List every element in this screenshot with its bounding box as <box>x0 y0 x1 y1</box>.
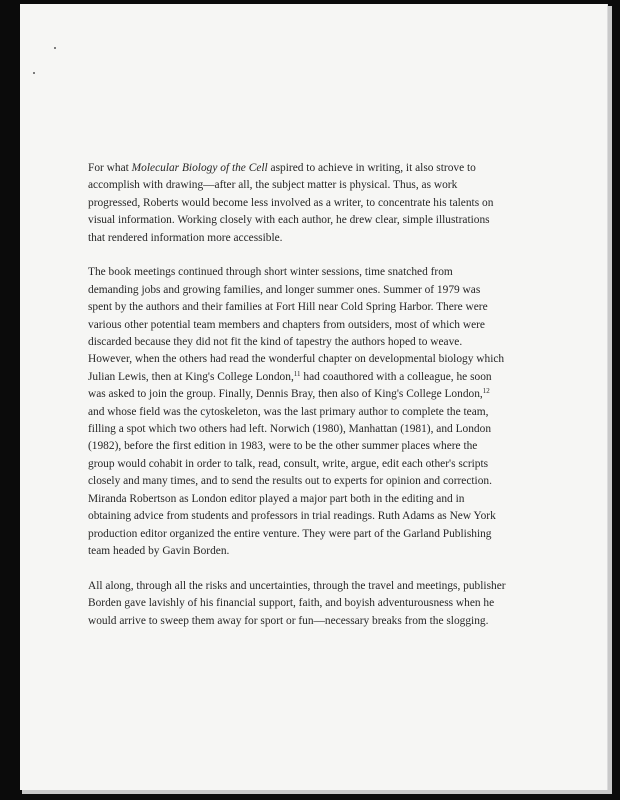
paragraph <box>88 578 523 630</box>
text-line <box>88 179 457 191</box>
text-line <box>88 545 229 557</box>
footnote-ref: 11 <box>293 369 301 378</box>
text-run: (1982), before the first edition in 1983, were to be the other summer places where the <box>88 440 478 453</box>
text-run: filling a spot which two others had left. Norwich (1980), Manhattan (1981), and London <box>88 423 492 436</box>
text-line <box>88 336 462 348</box>
text-run: For what <box>88 162 132 174</box>
text-run: team headed by Gavin Borden. <box>88 544 230 557</box>
text-run: visual information. Working closely with each author, he drew clear, simple illustrations <box>88 214 490 227</box>
text-line <box>88 162 476 174</box>
paragraph <box>88 160 523 247</box>
dust-speck <box>54 47 56 49</box>
text-line <box>88 319 485 331</box>
text-line <box>88 510 496 522</box>
text-run: The book meetings continued through short winter sessions, time snatched from <box>88 266 453 279</box>
text-line <box>88 406 488 418</box>
text-line <box>88 371 492 383</box>
footnote-ref: 12 <box>482 387 490 396</box>
text-run: accomplish with drawing—after all, the subject matter is physical. Thus, as work <box>88 179 458 192</box>
text-line <box>88 440 477 452</box>
text-run: group would cohabit in order to talk, read, consult, write, argue, edit each other's scripts <box>88 457 489 470</box>
text-run: obtaining advice from students and professors in trial readings. Ruth Adams as New York <box>88 510 496 523</box>
text-run: However, when the others had read the wonderful chapter on developmental biology which <box>88 353 505 366</box>
text-run: aspired to achieve in writing, it also strove to <box>267 162 476 174</box>
text-run: had coauthored with a colleague, he soon <box>300 370 492 383</box>
text-run: was asked to join the group. Finally, Dennis Bray, then also of King's College London, <box>88 388 483 401</box>
text-run: spent by the authors and their families at Fort Hill near Cold Spring Harbor. There were <box>88 301 488 314</box>
text-line <box>88 232 283 244</box>
text-run: discarded because they did not fit the kind of tapestry the authors hoped to weave. <box>88 336 463 349</box>
text-run: that rendered information more accessible. <box>88 231 283 244</box>
text-line <box>88 353 504 365</box>
paragraph <box>88 264 523 560</box>
text-run: various other potential team members and chapters from outsiders, most of which were <box>88 318 485 331</box>
text-run: closely and many times, and to send the results out to experts for opinion and correction. <box>88 475 492 488</box>
text-line <box>88 284 480 296</box>
text-line <box>88 493 464 505</box>
text-run: would arrive to sweep them away for sport or fun—necessary breaks from the slogging. <box>88 614 489 627</box>
text-run: Miranda Robertson as London editor played a major part both in the editing and in <box>88 492 465 505</box>
text-run: progressed, Roberts would become less involved as a writer, to concentrate his talents on <box>88 196 494 209</box>
text-run: demanding jobs and growing families, and longer summer ones. Summer of 1979 was <box>88 283 481 296</box>
text-line <box>88 197 493 209</box>
text-line <box>88 266 453 278</box>
text-run: Borden gave lavishly of his financial support, faith, and boyish adventurousness when he <box>88 597 495 610</box>
text-run: production editor organized the entire venture. They were part of the Garland Publishing <box>88 527 492 540</box>
text-line <box>88 423 491 435</box>
text-line <box>88 301 488 313</box>
text-run: Julian Lewis, then at King's College London, <box>88 370 294 383</box>
text-line <box>88 528 492 540</box>
text-line <box>88 475 492 487</box>
text-line <box>88 597 494 609</box>
document-body <box>88 160 523 647</box>
text-run: All along, through all the risks and uncertainties, through the travel and meetings, publisher <box>88 579 506 592</box>
text-line <box>88 388 490 400</box>
text-line <box>88 214 490 226</box>
text-run: and whose field was the cytoskeleton, was the last primary author to complete the team, <box>88 405 489 418</box>
text-line <box>88 580 506 592</box>
dust-speck <box>33 72 35 74</box>
book-title: Molecular Biology of the Cell <box>131 162 268 174</box>
text-line <box>88 458 488 470</box>
text-line <box>88 615 488 627</box>
